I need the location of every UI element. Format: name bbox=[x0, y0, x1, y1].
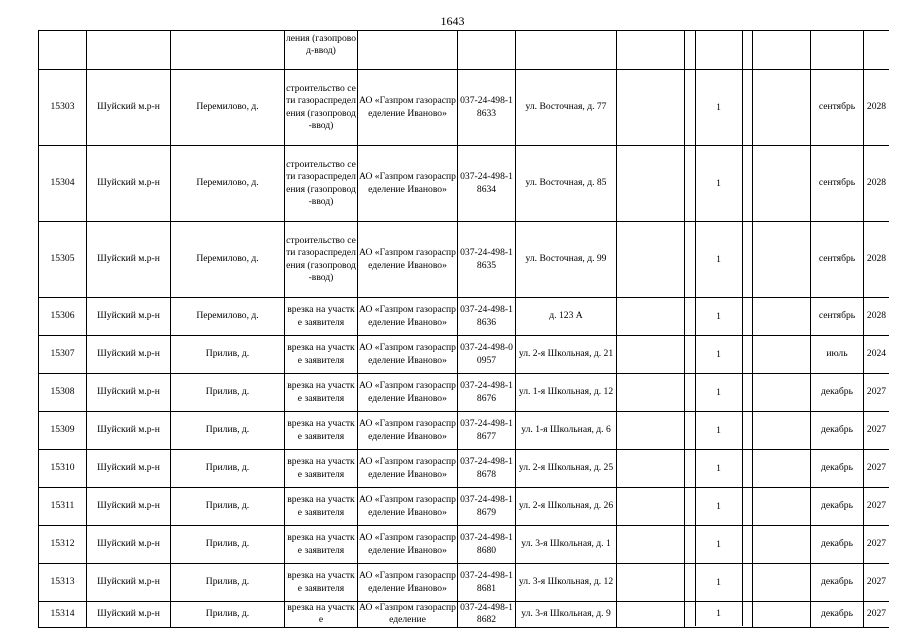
inner-column-box: 1 bbox=[695, 146, 743, 221]
cell-settlement: Прилив, д. bbox=[171, 488, 285, 526]
cell-id: 15307 bbox=[39, 336, 87, 374]
cell-blank bbox=[753, 31, 811, 70]
cell-settlement: Перемилово, д. bbox=[171, 298, 285, 336]
cell-operation: врезка на участке заявителя bbox=[285, 488, 358, 526]
cell-code: 037-24-498-18677 bbox=[458, 412, 516, 450]
table-row bbox=[39, 564, 890, 602]
cell-org: АО «Газпром газораспределение Иваново» bbox=[358, 488, 458, 526]
table-row bbox=[39, 374, 890, 412]
cell-blank bbox=[617, 146, 685, 222]
cell-qty bbox=[685, 222, 753, 298]
cell-blank bbox=[617, 298, 685, 336]
cell-operation: врезка на участке bbox=[285, 602, 358, 628]
cell-operation: строительство сети газораспределения (газопровод-ввод) bbox=[285, 146, 358, 222]
cell-code: 037-24-498-18633 bbox=[458, 70, 516, 146]
cell-id: 15311 bbox=[39, 488, 87, 526]
table-row bbox=[39, 31, 890, 70]
cell-address: ул. 2-я Школьная, д. 25 bbox=[516, 450, 617, 488]
cell-qty bbox=[685, 146, 753, 222]
cell-qty bbox=[685, 564, 753, 602]
cell-settlement bbox=[171, 31, 285, 70]
cell-blank bbox=[753, 602, 811, 628]
cell-year bbox=[864, 31, 890, 70]
cell-settlement: Прилив, д. bbox=[171, 526, 285, 564]
cell-settlement: Прилив, д. bbox=[171, 450, 285, 488]
cell-org: АО «Газпром газораспределение Иваново» bbox=[358, 222, 458, 298]
page-number: 1643 bbox=[440, 14, 465, 28]
cell-operation: врезка на участке заявителя bbox=[285, 564, 358, 602]
cell-org: АО «Газпром газораспределение Иваново» bbox=[358, 564, 458, 602]
cell-district: Шуйский м.р-н bbox=[87, 450, 171, 488]
cell-qty bbox=[685, 70, 753, 146]
cell-settlement: Перемилово, д. bbox=[171, 222, 285, 298]
inner-column-box: 1 bbox=[695, 70, 743, 145]
cell-operation: врезка на участке заявителя bbox=[285, 298, 358, 336]
cell-district bbox=[87, 31, 171, 70]
cell-operation: врезка на участке заявителя bbox=[285, 374, 358, 412]
cell-code bbox=[458, 31, 516, 70]
cell-address: ул. Восточная, д. 77 bbox=[516, 70, 617, 146]
cell-district: Шуйский м.р-н bbox=[87, 526, 171, 564]
cell-settlement: Прилив, д. bbox=[171, 564, 285, 602]
cell-address: ул. 1-я Школьная, д. 6 bbox=[516, 412, 617, 450]
cell-id: 15309 bbox=[39, 412, 87, 450]
cell-id: 15310 bbox=[39, 450, 87, 488]
cell-code: 037-24-498-00957 bbox=[458, 336, 516, 374]
cell-qty bbox=[685, 526, 753, 564]
cell-month: декабрь bbox=[811, 602, 864, 628]
cell-code: 037-24-498-18676 bbox=[458, 374, 516, 412]
cell-address: ул. 2-я Школьная, д. 26 bbox=[516, 488, 617, 526]
cell-address: ул. Восточная, д. 85 bbox=[516, 146, 617, 222]
cell-year: 2028 bbox=[864, 70, 890, 146]
cell-id: 15308 bbox=[39, 374, 87, 412]
cell-year: 2027 bbox=[864, 412, 890, 450]
cell-org bbox=[358, 31, 458, 70]
cell-org: АО «Газпром газораспределение Иваново» bbox=[358, 336, 458, 374]
inner-column-box: 1 bbox=[695, 298, 743, 335]
cell-settlement: Прилив, д. bbox=[171, 336, 285, 374]
cell-operation: врезка на участке заявителя bbox=[285, 450, 358, 488]
cell-month bbox=[811, 31, 864, 70]
cell-code: 037-24-498-18634 bbox=[458, 146, 516, 222]
inner-column-box: 1 bbox=[695, 564, 743, 601]
cell-org: АО «Газпром газораспределение Иваново» bbox=[358, 526, 458, 564]
cell-qty bbox=[685, 31, 753, 70]
cell-month: декабрь bbox=[811, 412, 864, 450]
cell-district: Шуйский м.р-н bbox=[87, 374, 171, 412]
cell-address: ул. 3-я Школьная, д. 1 bbox=[516, 526, 617, 564]
cell-id: 15314 bbox=[39, 602, 87, 628]
cell-month: сентябрь bbox=[811, 298, 864, 336]
inner-column-box: 1 bbox=[695, 488, 743, 525]
cell-year: 2024 bbox=[864, 336, 890, 374]
cell-settlement: Прилив, д. bbox=[171, 412, 285, 450]
cell-org: АО «Газпром газораспределение Иваново» bbox=[358, 70, 458, 146]
cell-district: Шуйский м.р-н bbox=[87, 298, 171, 336]
table-row bbox=[39, 222, 890, 298]
cell-org: АО «Газпром газораспределение Иваново» bbox=[358, 374, 458, 412]
cell-org: АО «Газпром газораспределение Иваново» bbox=[358, 412, 458, 450]
table-row bbox=[39, 488, 890, 526]
cell-blank bbox=[617, 602, 685, 628]
cell-address bbox=[516, 31, 617, 70]
table-row bbox=[39, 298, 890, 336]
cell-org: АО «Газпром газораспределение Иваново» bbox=[358, 450, 458, 488]
cell-operation: врезка на участке заявителя bbox=[285, 336, 358, 374]
cell-blank bbox=[617, 222, 685, 298]
cell-address: д. 123 А bbox=[516, 298, 617, 336]
cell-blank bbox=[753, 564, 811, 602]
cell-year: 2027 bbox=[864, 564, 890, 602]
cell-district: Шуйский м.р-н bbox=[87, 564, 171, 602]
inner-column-box: 1 bbox=[695, 602, 743, 626]
inner-column-box bbox=[695, 31, 743, 69]
cell-blank bbox=[617, 488, 685, 526]
cell-district: Шуйский м.р-н bbox=[87, 488, 171, 526]
cell-qty bbox=[685, 374, 753, 412]
cell-month: декабрь bbox=[811, 374, 864, 412]
cell-address: ул. 1-я Школьная, д. 12 bbox=[516, 374, 617, 412]
table-row bbox=[39, 336, 890, 374]
cell-code: 037-24-498-18679 bbox=[458, 488, 516, 526]
cell-district: Шуйский м.р-н bbox=[87, 602, 171, 628]
cell-id: 15303 bbox=[39, 70, 87, 146]
cell-qty bbox=[685, 412, 753, 450]
cell-year: 2028 bbox=[864, 146, 890, 222]
cell-year: 2027 bbox=[864, 488, 890, 526]
cell-year: 2028 bbox=[864, 298, 890, 336]
cell-blank bbox=[617, 31, 685, 70]
cell-id: 15312 bbox=[39, 526, 87, 564]
cell-month: декабрь bbox=[811, 450, 864, 488]
cell-id: 15304 bbox=[39, 146, 87, 222]
cell-year: 2027 bbox=[864, 374, 890, 412]
cell-code: 037-24-498-18680 bbox=[458, 526, 516, 564]
cell-district: Шуйский м.р-н bbox=[87, 222, 171, 298]
cell-id: 15305 bbox=[39, 222, 87, 298]
cell-year: 2027 bbox=[864, 602, 890, 628]
inner-column-box: 1 bbox=[695, 336, 743, 373]
cell-month: сентябрь bbox=[811, 70, 864, 146]
cell-settlement: Прилив, д. bbox=[171, 374, 285, 412]
cell-operation: строительство сети газораспределения (газопровод-ввод) bbox=[285, 222, 358, 298]
cell-blank bbox=[617, 374, 685, 412]
cell-blank bbox=[617, 526, 685, 564]
cell-blank bbox=[753, 70, 811, 146]
cell-qty bbox=[685, 450, 753, 488]
cell-district: Шуйский м.р-н bbox=[87, 336, 171, 374]
cell-code: 037-24-498-18678 bbox=[458, 450, 516, 488]
cell-qty bbox=[685, 298, 753, 336]
cell-blank bbox=[753, 526, 811, 564]
cell-month: декабрь bbox=[811, 564, 864, 602]
cell-month: сентябрь bbox=[811, 146, 864, 222]
cell-year: 2027 bbox=[864, 450, 890, 488]
table-row bbox=[39, 526, 890, 564]
cell-blank bbox=[753, 336, 811, 374]
cell-district: Шуйский м.р-н bbox=[87, 146, 171, 222]
cell-qty bbox=[685, 336, 753, 374]
cell-blank bbox=[753, 450, 811, 488]
cell-blank bbox=[617, 564, 685, 602]
cell-blank bbox=[753, 374, 811, 412]
cell-district: Шуйский м.р-н bbox=[87, 70, 171, 146]
cell-operation: врезка на участке заявителя bbox=[285, 412, 358, 450]
cell-code: 037-24-498-18636 bbox=[458, 298, 516, 336]
cell-blank bbox=[617, 412, 685, 450]
table-row bbox=[39, 602, 890, 628]
cell-blank bbox=[617, 336, 685, 374]
cell-blank bbox=[753, 222, 811, 298]
cell-month: декабрь bbox=[811, 488, 864, 526]
cell-code: 037-24-498-18635 bbox=[458, 222, 516, 298]
cell-address: ул. Восточная, д. 99 bbox=[516, 222, 617, 298]
table-row bbox=[39, 70, 890, 146]
cell-year: 2027 bbox=[864, 526, 890, 564]
cell-district: Шуйский м.р-н bbox=[87, 412, 171, 450]
cell-id: 15306 bbox=[39, 298, 87, 336]
cell-blank bbox=[753, 298, 811, 336]
cell-qty bbox=[685, 488, 753, 526]
document-table bbox=[38, 30, 889, 635]
cell-blank bbox=[753, 488, 811, 526]
cell-blank bbox=[753, 146, 811, 222]
cell-operation: ления (газопровод-ввод) bbox=[285, 31, 358, 70]
cell-month: сентябрь bbox=[811, 222, 864, 298]
cell-settlement: Перемилово, д. bbox=[171, 70, 285, 146]
cell-operation: врезка на участке заявителя bbox=[285, 526, 358, 564]
cell-qty bbox=[685, 602, 753, 628]
cell-code: 037-24-498-18681 bbox=[458, 564, 516, 602]
table-row bbox=[39, 450, 890, 488]
cell-code: 037-24-498-18682 bbox=[458, 602, 516, 628]
table-row bbox=[39, 412, 890, 450]
cell-month: июль bbox=[811, 336, 864, 374]
cell-blank bbox=[753, 412, 811, 450]
cell-id: 15313 bbox=[39, 564, 87, 602]
inner-column-box: 1 bbox=[695, 374, 743, 411]
cell-blank bbox=[617, 70, 685, 146]
inner-column-box: 1 bbox=[695, 526, 743, 563]
inner-column-box: 1 bbox=[695, 412, 743, 449]
inner-column-box: 1 bbox=[695, 222, 743, 297]
cell-address: ул. 3-я Школьная, д. 12 bbox=[516, 564, 617, 602]
cell-settlement: Перемилово, д. bbox=[171, 146, 285, 222]
cell-address: ул. 3-я Школьная, д. 9 bbox=[516, 602, 617, 628]
table-row bbox=[39, 146, 890, 222]
inner-column-box: 1 bbox=[695, 450, 743, 487]
cell-org: АО «Газпром газораспределение Иваново» bbox=[358, 298, 458, 336]
cell-operation: строительство сети газораспределения (газопровод-ввод) bbox=[285, 70, 358, 146]
cell-settlement: Прилив, д. bbox=[171, 602, 285, 628]
cell-year: 2028 bbox=[864, 222, 890, 298]
cell-address: ул. 2-я Школьная, д. 21 bbox=[516, 336, 617, 374]
cell-blank bbox=[617, 450, 685, 488]
cell-id bbox=[39, 31, 87, 70]
cell-month: декабрь bbox=[811, 526, 864, 564]
cell-org: АО «Газпром газораспределение bbox=[359, 602, 456, 626]
cell-org: АО «Газпром газораспределение Иваново» bbox=[358, 146, 458, 222]
